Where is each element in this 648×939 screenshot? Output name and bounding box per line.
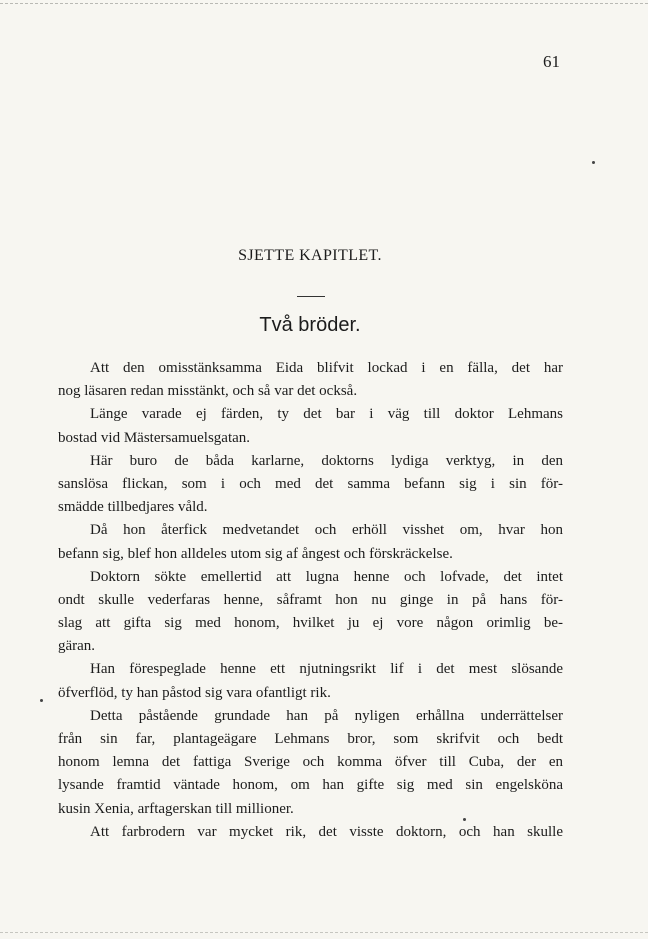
text-line: Att den omisstänksamma Eida blifvit lockad i en fälla, det har: [90, 360, 563, 376]
scan-edge-top: [0, 3, 648, 4]
text-line: öfverflöd, ty han påstod sig vara ofantligt rik.: [58, 684, 331, 701]
text-line: Länge varade ej färden, ty det bar i väg till doktor Lehmans: [90, 406, 563, 423]
chapter-title: Två bröder.: [259, 314, 361, 336]
speck: [463, 818, 466, 821]
body-text: [58, 357, 563, 844]
text-line: Han förespeglade henne ett njutningsrikt lif i det mest slösande: [90, 661, 563, 678]
text-line: sanslösa flickan, som i och med det samma befann sig i sin för-: [58, 475, 563, 492]
text-line: smädde tillbedjares våld.: [58, 499, 208, 516]
text-line: från sin far, plantageägare Lehmans bror, som skrifvit och bedt: [58, 731, 563, 747]
text-line: ondt skulle vederfaras henne, såframt hon nu ginge in på hans för-: [58, 591, 563, 608]
speck: [592, 161, 595, 164]
text-line: Då hon återfick medvetandet och erhöll visshet om, hvar hon: [90, 522, 563, 539]
text-line: Detta påstående grundade han på nyligen erhållna underrättelser: [90, 707, 563, 724]
speck: [40, 699, 43, 702]
scan-edge-bottom: [0, 932, 648, 933]
text-line: slag att gifta sig med honom, hvilket ju ej vore någon orimlig be-: [58, 615, 563, 632]
text-line: Att farbrodern var mycket rik, det visste doktorn, och han skulle: [90, 823, 563, 840]
text-line: befann sig, blef hon alldeles utom sig af ångest och förskräckelse.: [58, 545, 453, 562]
text-line: Här buro de båda karlarne, doktorns lydiga verktyg, in den: [90, 452, 563, 469]
text-line: honom lemna det fattiga Sverige och komma öfver till Cuba, der en: [58, 754, 563, 771]
text-line: Doktorn sökte emellertid att lugna henne och lofvade, det intet: [90, 568, 563, 585]
heading-divider: [297, 296, 325, 297]
chapter-heading: SJETTE KAPITLET.: [238, 247, 382, 264]
text-line: nog läsaren redan misstänkt, och så var det också.: [58, 383, 358, 400]
text-line: gäran.: [58, 638, 96, 655]
text-line: lysande framtid väntade honom, om han gifte sig med sin engelsköna: [58, 777, 563, 794]
text-line: kusin Xenia, arftagerskan till millioner.: [58, 800, 294, 817]
page-number: 61: [543, 52, 560, 71]
text-line: bostad vid Mästersamuelsgatan.: [58, 429, 251, 446]
